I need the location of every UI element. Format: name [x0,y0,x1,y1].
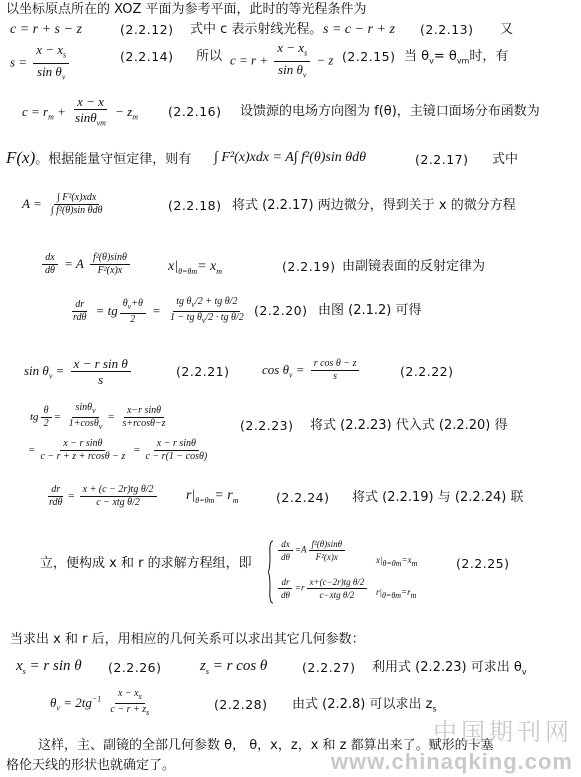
text-line-3a: 所以 [196,49,223,64]
equation-2-2-28: $\theta_v = 2tg^{-1}$ $\frac{x - x_s}{c - r + z_s}$ [50,688,150,717]
text-line-3b: 当 $\theta_v= \theta_{vm}$时，有 [404,49,509,66]
tag-2-2-28: (2.2.28) [214,697,268,712]
equation-2-2-27: $z_s = r$ cos θ [200,658,268,676]
equation-2-2-19: $\frac{dx}{d\theta}$ = A $\frac{\text{f²(θ)sinθ}}{\text{F²(x)x}}$ [40,252,132,277]
boundary-condition-x: $x|_{\theta=\theta m}= x_m$ [168,259,223,276]
text-line-6: 将式 (2.2.17) 两边微分，得到关于 x 的微分方程 [232,198,516,213]
equation-2-2-12: c = r + s − z [10,22,82,37]
equation-2-2-18: A = $\frac{\text{∫ F²(x)xdx}}{\text{∫ f²(θ)sin θdθ}}$ [22,192,103,216]
text-line-5: F(x)。根据能量守恒定律，则有 [6,148,192,167]
text-line-10: 将式 (2.2.23) 代入式 (2.2.20) 得 [310,418,508,433]
equation-2-2-23-cont: = $\frac{\text{x − r sinθ}}{c - r + z + rcos\theta - z}$ = $\frac{\text{x − r sinθ}}{c - r(1 - \cos\theta)}$ [28,438,208,462]
text-line-14: 当求出 x 和 r 后，用相应的几何关系可以求出其它几何参数： [10,632,365,647]
tag-2-2-19: (2.2.19) [282,259,336,274]
watermark-url-wrap [331,749,573,775]
equation-2-2-20: $\frac{dr}{\text{rdθ}}$ = tg $\frac{\theta_v+\theta}{2}$ = $\frac{tg \theta_v/2 + tg \theta/2}{1 - tg \theta_v/2 \cdot tg \theta/2}$ [73,296,244,325]
equation-2-2-24: $\frac{dr}{\text{rdθ}}$ = $\frac{\text{x + (c − 2r)tg θ/2}}{\text{c − xtg θ/2}}$ [44,484,159,509]
tag-2-2-14: (2.2.14) [120,49,174,64]
system-eq-2: $\frac{dr}{d\theta}$ =r $\frac{\text{x+(c−2r)tg θ/2}}{\text{c−xtg θ/2}}$ [276,576,369,601]
tag-2-2-23: (2.2.23) [240,418,294,433]
text-line-8: 由图 (2.1.2) 可得 [318,303,422,318]
text-line-16: 由式 (2.2.8) 可以求出 $z_s$ [292,697,437,714]
text-line-4: 设馈源的电场方向图为 f(θ)，主镜口面场分布函数为 [240,104,540,119]
tag-2-2-13: (2.2.13) [420,22,474,37]
text-line-15: 利用式 (2.2.23) 可求出 $\theta_v$ [372,660,527,677]
tag-2-2-17: (2.2.17) [415,152,469,167]
text-line-13: 立，便构成 x 和 r 的求解方程组，即 [40,556,252,571]
equation-2-2-17: ∫ F²(x)xdx = A∫ f²(θ)sin θdθ [214,150,367,165]
equation-2-2-15: c = r + $\frac{x - x_s}{\sin \theta_v}$ − z [230,40,334,80]
tag-2-2-22: (2.2.22) [400,364,454,379]
tag-2-2-12: (2.2.12) [120,22,174,37]
watermark-cn: 中国期刊网 [433,718,573,746]
equation-2-2-21: $\sin \theta_v$ = $\frac{\text{x − r sin θ}}{s}$ [24,356,133,387]
tag-2-2-18: (2.2.18) [168,198,222,213]
system-brace [268,540,274,604]
watermark-url: www.chinaqking.com [330,749,573,774]
tag-2-2-16: (2.2.16) [168,104,222,119]
tag-2-2-25: (2.2.25) [456,556,510,571]
system-bc-2: $r|_{\theta=\theta m}=r_m$ [376,587,417,600]
equation-2-2-14: s = $\frac{x - x_s}{\sin \theta_v}$ [10,42,71,84]
boundary-condition-r: $r|_{\theta=\theta m}= r_m$ [186,488,239,505]
equation-2-2-26: $x_s = r$ sin θ [16,658,82,676]
text-line-2b: 又 [500,22,514,37]
tag-2-2-21: (2.2.21) [176,364,230,379]
tag-2-2-27: (2.2.27) [302,660,356,675]
text-line-17: 这样，主、副镜的全部几何参数 θ， θ，x，z，x 和 z 都算出来了。赋形的卡塞 [38,738,494,753]
tag-2-2-20: (2.2.20) [254,303,308,318]
text-line-5b: 式中 [492,152,519,167]
equation-2-2-13: s = c − r + z [323,22,395,37]
tag-2-2-26: (2.2.26) [108,660,162,675]
text-line-2a: 式中 c 表示射线光程。 [190,22,323,37]
equation-2-2-16: $c = r_m$ + $\frac{x - x}{\sin\theta_{vm}}$ − $z_m$ [22,94,138,128]
system-bc-1: $x|_{\theta=\theta m}=x_m$ [376,555,418,568]
equation-2-2-22: $\cos \theta_v$ = $\frac{\text{r cos θ − z}}{s}$ [262,358,361,384]
text-line-18: 格伦天线的形状也就确定了。 [6,758,176,773]
text-line-12: 将式 (2.2.19) 与 (2.2.24) 联 [352,490,524,505]
text-line-1: 以坐标原点所在的 XOZ 平面为参考平面，此时的等光程条件为 [6,2,367,17]
tag-2-2-15: (2.2.15) [342,49,396,64]
tag-2-2-24: (2.2.24) [276,490,330,505]
text-line-7: 由副镜表面的反射定律为 [342,259,486,274]
system-eq-1: $\frac{dx}{d\theta}$ =A $\frac{\text{f²(θ)sinθ}}{\text{F²(x)x}}$ [276,538,347,563]
equation-2-2-23: tg $\frac{\theta}{2}$ = $\frac{\sin\theta_v}{1+\cos\theta_v}$ = $\frac{\text{x−r sinθ}}{s+rcos\theta-z}$ [30,402,166,431]
